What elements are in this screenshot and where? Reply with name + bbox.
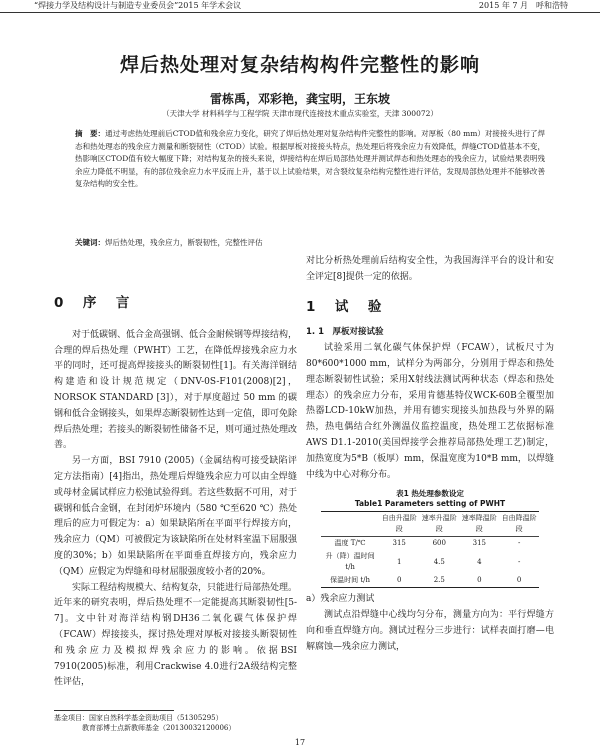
table-cell: 315 [379,537,419,551]
footnote-line-2: 教育部博士点新教师基金（20130032120006） [82,724,236,732]
paper-title: 焊后热处理对复杂结构构件完整性的影响 [119,54,480,76]
right-paragraph-0: 对比分析热处理前后结构安全性，为我国海洋平台的设计和安全评定[8]提供一定的依据。 [306,256,554,282]
table-cell: 保温时间 t/h [321,574,379,588]
intro-paragraph-3: 实际工程结构规模大、结构复杂，只能进行局部热处理。近年来的研究表明，焊后热处理不一定能提高其断裂韧性[5-7]。文中针对海洋结构钢DH36二氧化碳气体保护焊（FCAW）焊接接头，探讨热处理对厚板对接接头断裂韧性和残余应力及模拟焊残余应力的影响。依据BSI 7910(2005)标准，利用Crackwise 4.0进行2A级结构完整性评估， [54,582,298,688]
experiment-paragraph-2: 测试点沿焊缝中心线均匀分布，测量方向为：平行焊缝方向和垂直焊缝方向。测试过程分三步进行：试样表面打磨—电解腐蚀—残余应力测试， [306,610,554,652]
intro-paragraph-2: 另一方面，BSI 7910 (2005)（金属结构可接受缺陷评定方法指南）[4]指出，热处理后焊缝残余应力可以由全焊缝或母材金属试样应力松弛试验得到。若这些数据不可用，对于碳钢和低合金钢，在封闭炉环境内（580 ℃至620 ℃）热处理后的应力可假定为：a）如果缺陷所在平面平行焊接方向，残余应力（QM）可被假定为该缺陷所在处材料室温下屈服强度的30%；b）如果缺陷所在平面垂直焊接方向，残余应力（QM）应假定为焊缝和母材屈服强度较小者的20%。 [54,456,298,577]
table-caption-en: Table1 Parameters setting of PWHT [354,499,506,509]
table-header-cell: 自由升温阶段 [379,512,419,537]
table-cell: 升（降）温时间 t/h [325,552,375,572]
subsection-heading: 1. 1 厚板对接试验 [306,327,384,338]
keywords [75,237,545,249]
affiliation: （天津大学 材料科学与工程学院 天津市现代连接技术重点实验室，天津 300072） [162,109,438,118]
table-caption-cn: 表1 热处理参数设定 [396,489,464,499]
right-column [306,254,554,656]
table-cell: 0 [459,574,499,588]
table-cell: 0 [499,574,539,588]
table-header-cell: 速率升温阶段 [419,512,459,537]
table-row [321,574,539,588]
intro-paragraph-1: 对于低碳钢、低合金高强钢、低合金耐候钢等焊接结构，合理的焊后热处理（PWHT）工艺，在降低焊接残余应力水平的同时，还可提高焊接接头的断裂韧性[1]。有关海洋钢结构建造和设计规范规定（DNV-0S-F101(2008)[2]，NORSOK STANDARD [3]），对于厚度超过 50 mm 的碳钢和低合金钢接头，如果焊态断裂韧性达到一定值，即可免除焊后热处理；若接头的断裂韧性储备不足，则可通过热处理改善。 [54,329,298,451]
experiment-heading: 1 试 验 [306,298,385,315]
table-cell: 315 [459,537,499,551]
authors: 雷栋禹，邓彩艳，龚宝明，王东坡 [209,92,390,106]
table-cell: 0 [379,574,419,588]
table-cell: 温度 T/℃ [321,537,379,551]
intro-heading: 0 序 言 [54,295,133,311]
page-number: 17 [294,738,306,747]
table-cell: 4.5 [433,557,445,566]
table-cell: 4 [477,557,482,566]
abstract [75,128,545,191]
footnote-line-1: 基金项目：国家自然科学基金资助项目（51305295） [54,714,223,722]
running-header [0,0,600,13]
table-cell: - [499,537,539,551]
keywords-text: 焊后热处理，残余应力，断裂韧性，完整性评估 [105,238,263,247]
table-cell: 2.5 [419,574,459,588]
table-cell: 600 [419,537,459,551]
table-header-cell [321,512,379,537]
experiment-paragraph-1: 试验采用二氧化碳气体保护焊（FCAW），试板尺寸为80*600*1000 mm，试样分为两部分，分别用于焊态和热处理态断裂韧性试验；采用X射线法测试两种状态（焊态和热处理态）的残余应力分布，采用肯德基特仪WCK-60B全覆型加热器LCD-10kW加热，并用有德实现接头加热段与外界的隔热，热电偶结合红外测温仪监控温度，热处理工艺依据标准AWS D1.1-2010(美国焊接学会推荐局部热处理工艺)制定，加热宽度为5*B（板厚）mm，保温宽度为10*B mm，以焊缝中线为中心对称分布。 [306,343,554,480]
abstract-label: 摘 要： [75,129,106,138]
keywords-label: 关键词： [75,238,105,247]
table-note: a）残余应力测试 [306,594,375,605]
table-header-cell: 自由降温阶段 [499,512,539,537]
left-column [54,296,297,691]
pwht-table [321,511,539,588]
footnote-divider [54,710,174,711]
header-date-place: 2015 年 7 月 呼和浩特 [478,1,568,10]
table-header-row [321,512,539,537]
footnote [54,713,235,733]
table-header-cell: 速率降温阶段 [459,512,499,537]
table-row [321,537,539,551]
table-cell: 1 [396,557,402,566]
table-cell: - [517,557,521,566]
pwht-table-block [306,489,554,588]
abstract-text: 通过考虑热处理前后CTOD值和残余应力变化，研究了焊后热处理对复杂结构件完整性的影响。对厚板（80 mm）对接接头进行了焊态和热处理态的残余应力测量和断裂韧性（CTOD）试验。根据厚板对接接头特点，热处理后将残余应力有效降低，焊缝CTOD值基本不变，热影响区CTOD值有较大幅度下降；对结构复杂的接头来说，焊接结构在焊后局部热处理并测试焊态和热处理态的残余应力，试验结果表明残余应力降低不明显，有的部位残余应力水平反而上升，基于以上试验结果，对含裂纹复杂结构完整性进行评估，发现局部热处理并不能够改善复杂结构的安全性。 [75,129,546,189]
table-row [321,550,539,574]
header-conference: “焊接力学及结构设计与制造专业委员会”2015 年学术会议 [34,1,242,10]
